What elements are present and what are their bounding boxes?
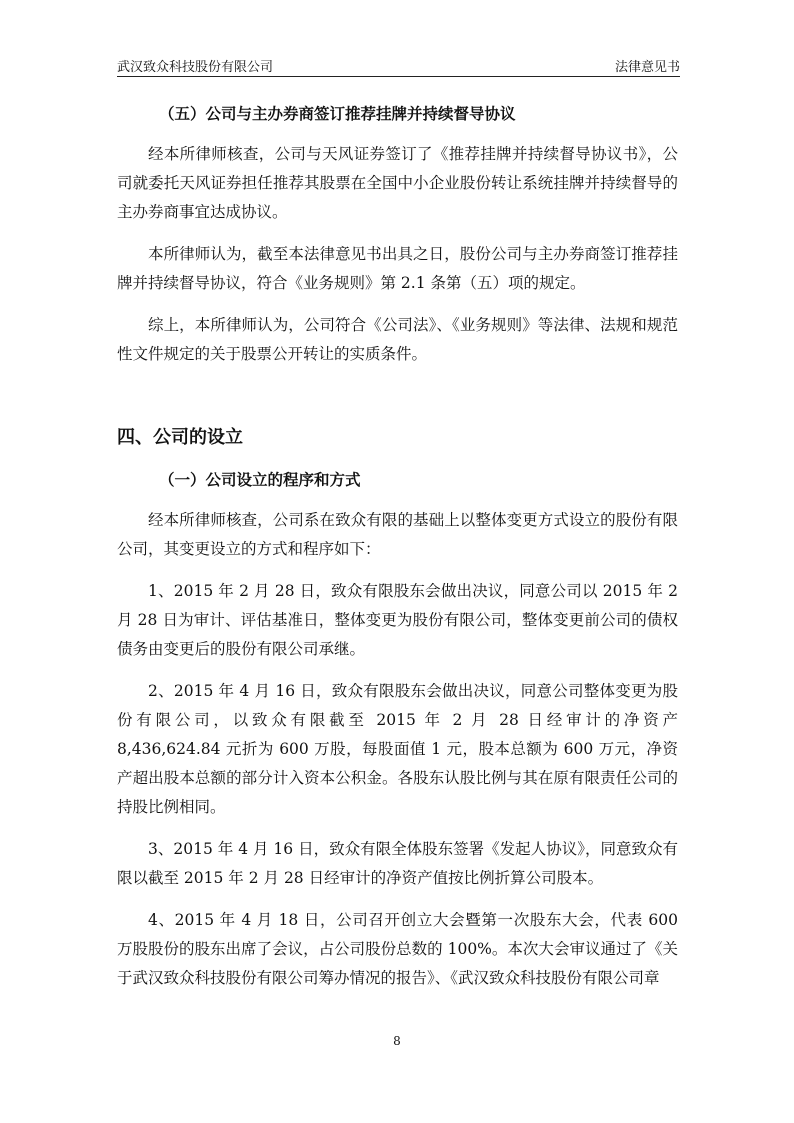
paragraph-5: 1、2015 年 2 月 28 日，致众有限股东会做出决议，同意公司以 2015 年 2 月 28 日为审计、评估基准日，整体变更为股份有限公司，整体变更前公司的债权债务由变更后的股份有限公司承继。 <box>117 582 678 658</box>
section-title-4: 四、公司的设立 <box>117 427 243 448</box>
paragraph-3: 综上，本所律师认为，公司符合《公司法》、《业务规则》等法律、法规和规范性文件规定的关于股票公开转让的实质条件。 <box>117 316 678 363</box>
document-body <box>117 100 678 993</box>
paragraph-8: 4、2015 年 4 月 18 日，公司召开创立大会暨第一次股东大会，代表 600 万股股份的股东出席了会议，占公司股份总数的 100%。本次大会审议通过了《关于武汉致众科技股份有限公司筹办情况的报告》、《武汉致众科技股份有限公司章 <box>117 911 678 987</box>
header-company: 武汉致众科技股份有限公司 <box>117 60 274 75</box>
paragraph-2: 本所律师认为，截至本法律意见书出具之日，股份公司与主办券商签订推荐挂牌并持续督导协议，符合《业务规则》第 2.1 条第（五）项的规定。 <box>117 245 678 292</box>
paragraph-1: 经本所律师核查，公司与天风证券签订了《推荐挂牌并持续督导协议书》，公司就委托天风证券担任推荐其股票在全国中小企业股份转让系统挂牌并持续督导的主办券商事宜达成协议。 <box>117 145 678 221</box>
page-number: 8 <box>393 1034 401 1048</box>
paragraph-4: 经本所律师核查，公司系在致众有限的基础上以整体变更方式设立的股份有限公司，其变更设立的方式和程序如下： <box>117 511 678 558</box>
subsection-title-5: （五）公司与主办券商签订推荐挂牌并持续督导协议 <box>159 104 516 123</box>
paragraph-6: 2、2015 年 4 月 16 日，致众有限股东会做出决议，同意公司整体变更为股份有限公司，以致众有限截至 2015 年 2 月 28 日经审计的净资产 8,436,624.84 元折为 600 万股，每股面值 1 元，股本总额为 600 万元，净资产超出股本总额的部分计入资本公积金。各股东认股比例与其在原有限责任公司的持股比例相同。 <box>117 682 678 816</box>
paragraph-7: 3、2015 年 4 月 16 日，致众有限全体股东签署《发起人协议》，同意致众有限以截至 2015 年 2 月 28 日经审计的净资产值按比例折算公司股本。 <box>117 840 678 887</box>
header-doc-type: 法律意见书 <box>614 60 680 75</box>
page-header <box>117 54 680 77</box>
subsection-title-1: （一）公司设立的程序和方式 <box>159 470 361 489</box>
